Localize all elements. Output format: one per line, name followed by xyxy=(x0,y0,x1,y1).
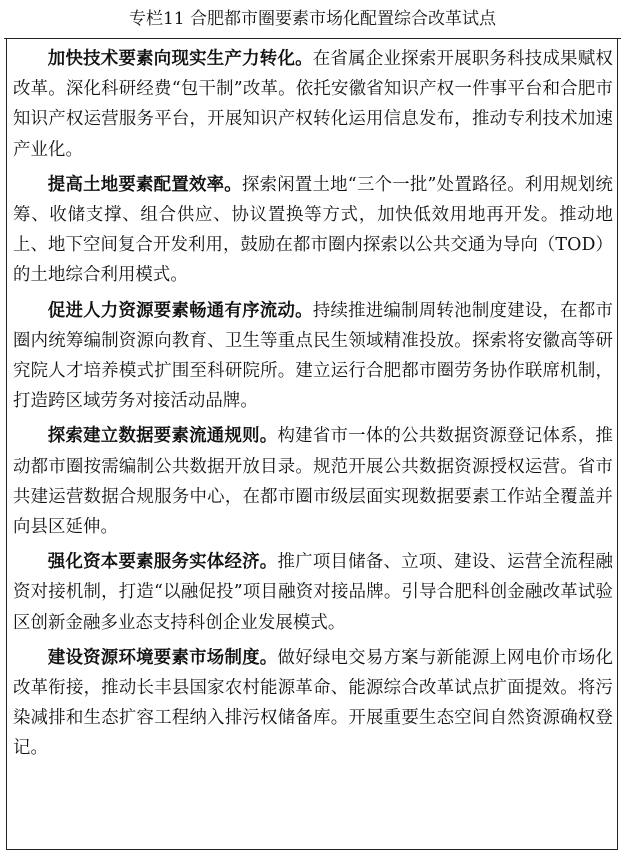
section-heading: 强化资本要素服务实体经济。 xyxy=(47,552,278,573)
content-box xyxy=(6,38,618,850)
section-human-resources xyxy=(13,296,613,417)
section-technology xyxy=(13,44,613,165)
section-resources-environment xyxy=(13,643,613,764)
section-heading: 促进人力资源要素畅通有序流动。 xyxy=(47,300,313,321)
section-body: 在省属企业探索开展职务科技成果赋权改革。深化科研经费“包干制”改革。依托安徽省知识产权一件事平台和合肥市知识产权运营服务平台，开展知识产权转化运用信息发布，推动专利技术加速产业化。 xyxy=(13,49,613,160)
section-heading: 探索建立数据要素流通规则。 xyxy=(47,426,278,447)
section-body: 做好绿电交易方案与新能源上网电价市场化改革衔接，推动长丰县国家农村能源革命、能源综合改革试点扩面提效。将污染减排和生态扩容工程纳入排污权储备库。开展重要生态空间自然资源确权登记。 xyxy=(13,647,613,759)
section-capital xyxy=(13,547,613,638)
section-heading: 提高土地要素配置效率。 xyxy=(47,174,242,195)
section-land xyxy=(13,170,613,291)
section-body: 构建省市一体的公共数据资源登记体系，推动都市圈按需编制公共数据开放目录。规范开展公共数据资源授权运营。省市共建运营数据合规服务中心，在都市圈市级层面实现数据要素工作站全覆盖并向县区延伸。 xyxy=(13,426,613,538)
section-body: 推广项目储备、立项、建设、运营全流程融资对接机制，打造“以融促投”项目融资对接品牌。引导合肥科创金融改革试验区创新金融多业态支持科创企业发展模式。 xyxy=(13,552,613,633)
box-title: 专栏11 合肥都市圈要素市场化配置综合改革试点 xyxy=(4,0,621,39)
section-heading: 建设资源环境要素市场制度。 xyxy=(47,647,278,668)
section-body: 探索闲置土地“三个一批”处置路径。利用规划统筹、收储支撑、组合供应、协议置换等方式，加快低效用地再开发。推动地上、地下空间复合开发利用，鼓励在都市圈内探索以公共交通为导向（TOD）的土地综合利用模式。 xyxy=(13,174,613,286)
section-data xyxy=(13,421,613,542)
section-heading: 加快技术要素向现实生产力转化。 xyxy=(47,49,313,69)
section-body: 持续推进编制周转池制度建设，在都市圈内统筹编制资源向教育、卫生等重点民生领域精准投放。探索将安徽高等研究院人才培养模式扩围至科研院所。建立运行合肥都市圈劳务协作联席机制，打造跨区域劳务对接活动品牌。 xyxy=(13,300,613,412)
